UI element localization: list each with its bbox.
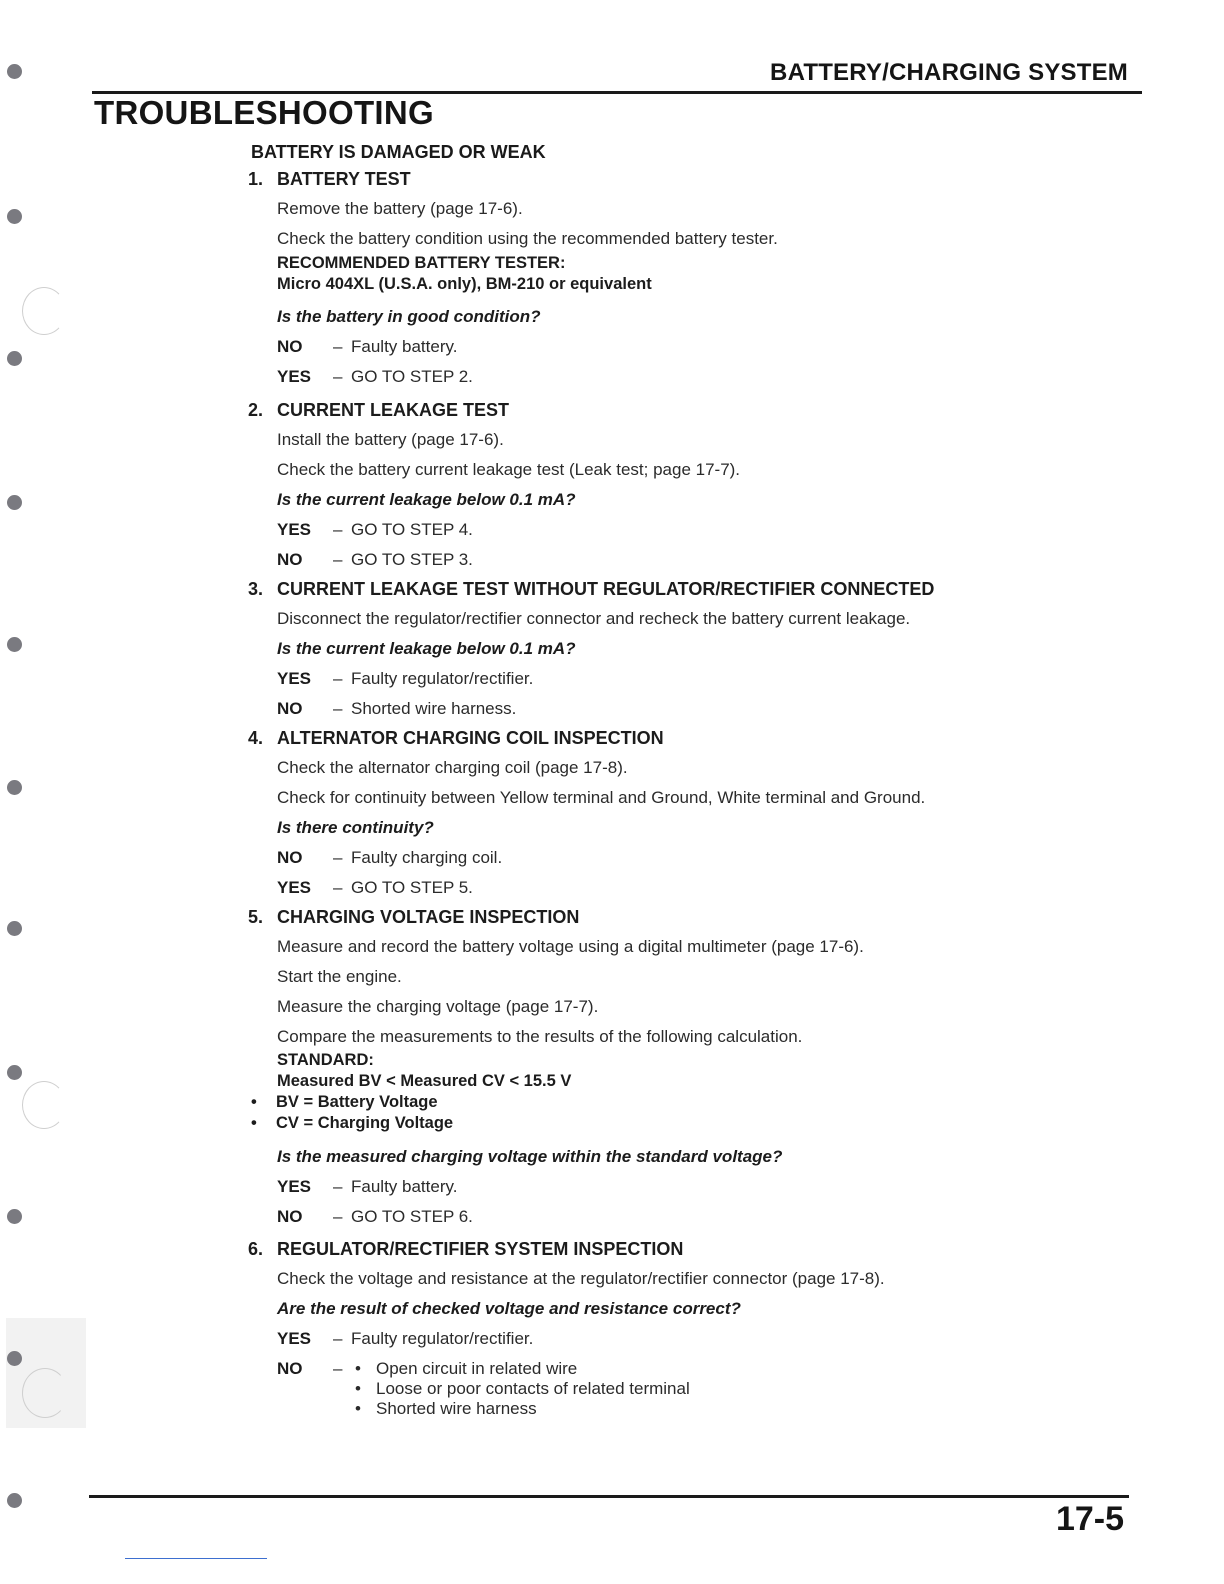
- answer-text: Shorted wire harness.: [351, 699, 517, 718]
- answer-text: Faulty battery.: [351, 337, 458, 356]
- step-number: 5.: [248, 907, 264, 927]
- answer-dash: –: [333, 699, 343, 718]
- step-title: REGULATOR/RECTIFIER SYSTEM INSPECTION: [277, 1239, 684, 1259]
- answer-text: GO TO STEP 5.: [351, 878, 473, 897]
- answer-text: GO TO STEP 4.: [351, 520, 473, 539]
- footer-rule: [89, 1495, 1129, 1498]
- answer-row: [277, 1329, 1146, 1349]
- step-title: CURRENT LEAKAGE TEST WITHOUT REGULATOR/RECTIFIER CONNECTED: [277, 579, 935, 599]
- step-paragraph: Measure and record the battery voltage using a digital multimeter (page 17-6).: [277, 937, 864, 956]
- answer-dash: –: [333, 848, 343, 867]
- step-heading: [246, 400, 1146, 422]
- standard-bullet: • CV = Charging Voltage: [246, 1113, 1146, 1134]
- answer-key: YES: [277, 878, 312, 897]
- answer-row: [277, 848, 1146, 868]
- scan-arc: [22, 1081, 66, 1129]
- step-heading: [246, 1239, 1146, 1261]
- standard-label: STANDARD:: [277, 1051, 374, 1069]
- answer-text: Faulty regulator/rectifier.: [351, 1329, 534, 1348]
- step-number: 1.: [248, 169, 264, 189]
- answer-row: [277, 550, 1146, 570]
- page-number: 17-5: [1055, 1500, 1124, 1538]
- answer-key: NO: [277, 1207, 303, 1226]
- tester-label: RECOMMENDED BATTERY TESTER:: [277, 254, 566, 272]
- step-title: CURRENT LEAKAGE TEST: [277, 400, 510, 420]
- step-heading: [246, 907, 1146, 929]
- answer-text: Faulty battery.: [351, 1177, 458, 1196]
- answer-key: YES: [277, 1329, 312, 1348]
- answer-row: [277, 1207, 1146, 1227]
- standard-bullet: • BV = Battery Voltage: [246, 1092, 1146, 1113]
- answer-key: NO: [277, 337, 303, 356]
- standard-bullet-list: [246, 1092, 1146, 1134]
- step-6: [246, 1239, 1146, 1419]
- answer-row: [277, 520, 1146, 540]
- step-4: [246, 728, 1146, 898]
- step-question: Is the current leakage below 0.1 mA?: [277, 490, 576, 509]
- standard-formula: Measured BV < Measured CV < 15.5 V: [277, 1072, 572, 1090]
- step-title: BATTERY TEST: [277, 169, 411, 189]
- step-number: 3.: [248, 579, 264, 599]
- answer-row: [277, 337, 1146, 357]
- step-question: Is there continuity?: [277, 818, 434, 837]
- answer-key: NO: [277, 550, 303, 569]
- answer-dash: –: [333, 550, 343, 569]
- binder-hole: [7, 1209, 22, 1224]
- step-paragraph: Start the engine.: [277, 967, 402, 986]
- answer-key: YES: [277, 1177, 312, 1196]
- step-title: CHARGING VOLTAGE INSPECTION: [277, 907, 580, 927]
- binder-hole: [7, 921, 22, 936]
- scan-arc: [22, 287, 66, 335]
- binder-hole: [7, 64, 22, 79]
- answer-text: Faulty charging coil.: [351, 848, 503, 867]
- answer-text: GO TO STEP 2.: [351, 367, 473, 386]
- step-paragraph: Remove the battery (page 17-6).: [277, 199, 523, 218]
- step-paragraph: Check for continuity between Yellow terminal and Ground, White terminal and Ground.: [277, 788, 926, 807]
- binder-hole: [7, 1351, 22, 1366]
- answer-key: YES: [277, 367, 312, 386]
- answer-dash: –: [333, 1329, 343, 1348]
- cause-bullet-list: [355, 1359, 690, 1419]
- binder-hole: [7, 1493, 22, 1508]
- step-heading: [246, 728, 1146, 750]
- answer-dash: –: [333, 1359, 343, 1378]
- step-number: 2.: [248, 400, 264, 420]
- answer-key: NO: [277, 848, 303, 867]
- answer-row: [277, 878, 1146, 898]
- tester-value: Micro 404XL (U.S.A. only), BM-210 or equivalent: [277, 275, 652, 293]
- answer-text: GO TO STEP 3.: [351, 550, 473, 569]
- step-paragraph: Measure the charging voltage (page 17-7).: [277, 997, 599, 1016]
- answer-dash: –: [333, 878, 343, 897]
- step-3: [246, 579, 1146, 719]
- step-title: ALTERNATOR CHARGING COIL INSPECTION: [277, 728, 664, 748]
- scan-arc: [22, 1368, 68, 1418]
- binder-hole: [7, 1065, 22, 1080]
- step-1: [246, 169, 1146, 387]
- answer-key: YES: [277, 669, 312, 688]
- answer-key: NO: [277, 1359, 303, 1378]
- answer-key: NO: [277, 699, 303, 718]
- step-number: 4.: [248, 728, 264, 748]
- answer-dash: –: [333, 367, 343, 386]
- cause-bullet: • Shorted wire harness: [355, 1399, 690, 1419]
- answer-row: [277, 669, 1146, 689]
- step-question: Is the measured charging voltage within the standard voltage?: [277, 1147, 783, 1166]
- binder-hole: [7, 495, 22, 510]
- step-paragraph: Compare the measurements to the results of the following calculation.: [277, 1027, 803, 1046]
- step-number: 6.: [248, 1239, 264, 1259]
- answer-dash: –: [333, 1177, 343, 1196]
- scan-underline: [125, 1558, 267, 1559]
- section-title: TROUBLESHOOTING: [94, 94, 434, 131]
- step-heading: [246, 169, 1146, 191]
- step-paragraph: Check the battery condition using the recommended battery tester.: [277, 229, 778, 248]
- answer-row: [277, 1177, 1146, 1197]
- answer-dash: –: [333, 1207, 343, 1226]
- step-paragraph: Check the alternator charging coil (page 17-8).: [277, 758, 628, 777]
- step-paragraph: Install the battery (page 17-6).: [277, 430, 504, 449]
- answer-dash: –: [333, 337, 343, 356]
- answer-text: GO TO STEP 6.: [351, 1207, 473, 1226]
- answer-dash: –: [333, 520, 343, 539]
- troubleshooting-subtitle: BATTERY IS DAMAGED OR WEAK: [251, 142, 546, 162]
- binder-hole: [7, 637, 22, 652]
- cause-bullet: • Open circuit in related wire: [355, 1359, 690, 1379]
- cause-bullet: • Loose or poor contacts of related terminal: [355, 1379, 690, 1399]
- step-2: [246, 400, 1146, 570]
- step-question: Is the battery in good condition?: [277, 307, 541, 326]
- binder-hole: [7, 780, 22, 795]
- step-5: [246, 907, 1146, 1227]
- step-paragraph: Check the voltage and resistance at the regulator/rectifier connector (page 17-8).: [277, 1269, 885, 1288]
- answer-key: YES: [277, 520, 312, 539]
- step-paragraph: Disconnect the regulator/rectifier connector and recheck the battery current leakage.: [277, 609, 911, 628]
- step-paragraph: Check the battery current leakage test (Leak test; page 17-7).: [277, 460, 741, 479]
- step-question: Are the result of checked voltage and resistance correct?: [277, 1299, 741, 1318]
- chapter-title: BATTERY/CHARGING SYSTEM: [770, 59, 1128, 86]
- answer-dash: –: [333, 669, 343, 688]
- step-heading: [246, 579, 1146, 601]
- step-question: Is the current leakage below 0.1 mA?: [277, 639, 576, 658]
- answer-row: [277, 1359, 1146, 1419]
- answer-text: Faulty regulator/rectifier.: [351, 669, 534, 688]
- answer-row: [277, 367, 1146, 387]
- binder-hole: [7, 351, 22, 366]
- binder-hole: [7, 209, 22, 224]
- answer-row: [277, 699, 1146, 719]
